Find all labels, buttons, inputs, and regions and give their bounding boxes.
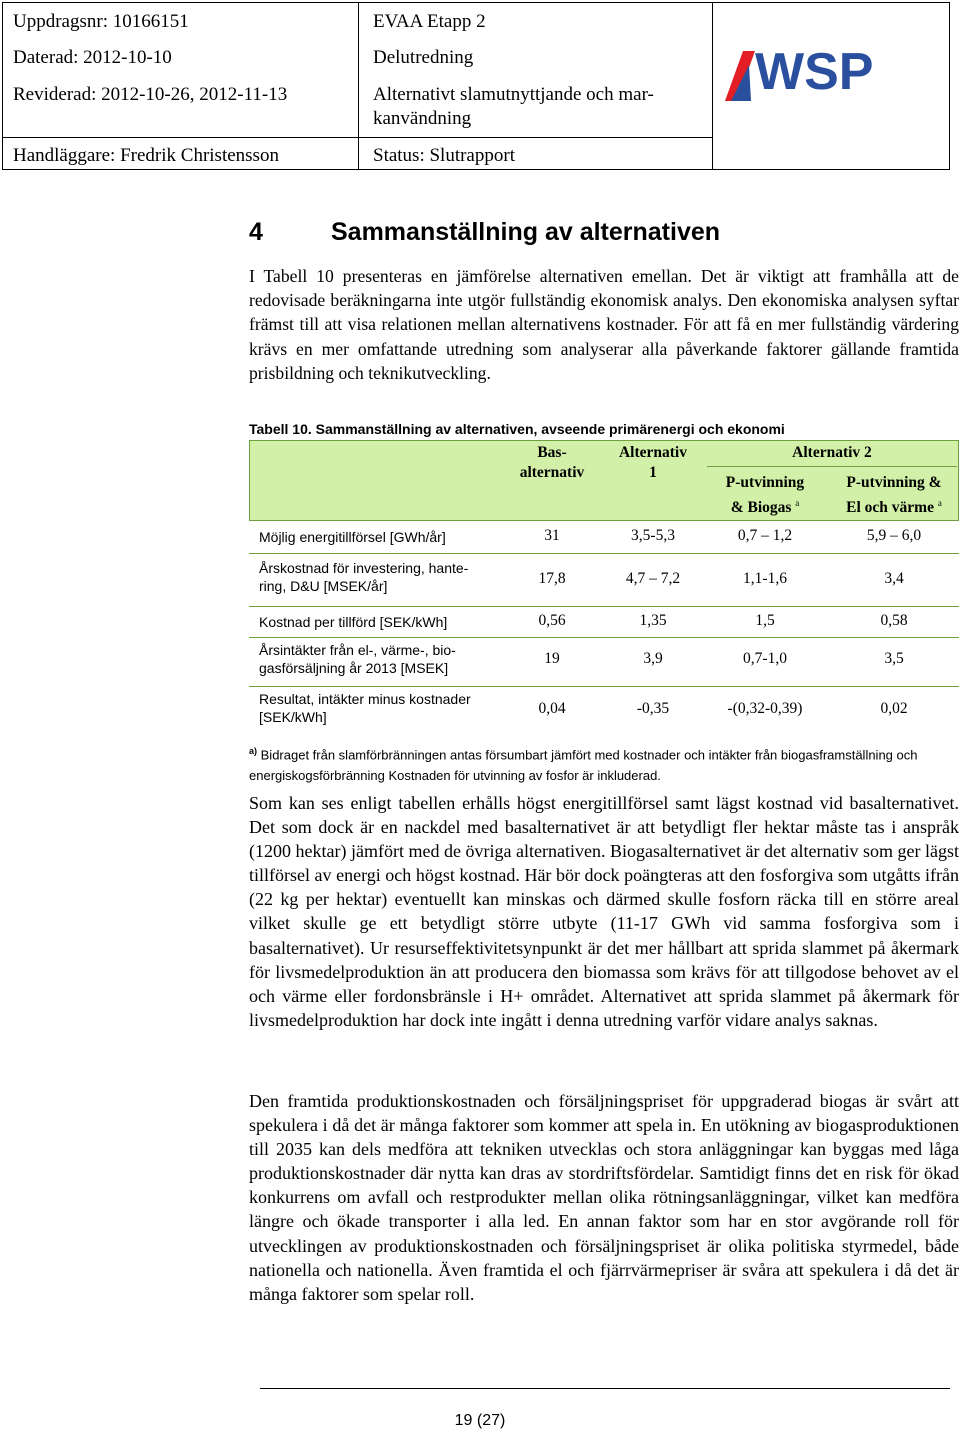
project-name: EVAA Etapp 2 [373, 11, 486, 32]
header-meta-column [3, 3, 359, 169]
header-subdivider [707, 466, 957, 467]
table-caption: Tabell 10. Sammanställning av alternativen, avseende primärenergi och ekonomi [249, 421, 785, 437]
col-header-alternativ-1: Alternativ 1 [618, 444, 687, 481]
svg-text:WSP: WSP [755, 43, 874, 101]
assignment-number: Uppdragsnr: 10166151 [13, 11, 189, 32]
table-row: Årskostnad för investering, hante- ring, D&U [MSEK/år] 17,8 4,7 – 7,2 1,1-1,6 3,4 [249, 554, 959, 607]
col-header-alternativ-2: Alternativ 2 [792, 444, 872, 461]
header-logo-column [713, 3, 951, 169]
header-project-column [359, 3, 713, 169]
date-revised: Reviderad: 2012-10-26, 2012-11-13 [13, 84, 288, 105]
sub-report-label: Delutredning [373, 47, 474, 68]
section-heading [249, 218, 720, 247]
col-header-p-utvinning-biogas: P-utvinning & Biogas $^a$ [725, 474, 805, 517]
document-header [2, 2, 950, 170]
section-title: Sammanställning av alternativen [331, 218, 721, 246]
footer-rule [260, 1388, 950, 1389]
footnote-text: Bidraget från slamförbränningen antas försumbart jämfört med kostnader och intäkter från biogasframställning och energiskogsförbränning Kostnaden för utvinning av fosfor är inkluderad. [249, 747, 918, 784]
section-number: 4 [249, 218, 263, 246]
table-footnote [249, 741, 959, 786]
col-header-p-utvinning-el-varme: P-utvinning & El och värme $^a$ [846, 474, 942, 517]
table-row: Årsintäkter från el-, värme-, bio- gasförsäljning år 2013 [MSEK] 19 3,9 0,7-1,0 3,5 [249, 638, 959, 687]
table-row: Möjlig energitillförsel [GWh/år] 31 3,5-5,3 0,7 – 1,2 5,9 – 6,0 [249, 521, 959, 554]
intro-paragraph: I Tabell 10 presenteras en jämförelse alternativen emellan. Det är viktigt att framhålla att de redovisade beräkningarna inte utgör fullständig ekonomisk analys. Den ekonomiska analysen syftar främst till att visa relationen mellan alternativens kostnader. För att få en mer fullständig värdering krävs en mer omfattande utredning som analyserar alla påverkande faktorer gällande framtida prisbildning och teknikutveckling. [249, 266, 959, 383]
report-status: Status: Slutrapport [373, 145, 515, 166]
case-officer: Handläggare: Fredrik Christensson [13, 145, 279, 166]
wsp-logo [721, 43, 921, 113]
analysis-paragraph: Som kan ses enligt tabellen erhålls högst energitillförsel samt lägst kostnad vid basalternativet. Det som dock är en nackdel med basalternativet är att betydligt fler hektar måste tas i anspråk (1200 hektar) jämfört med de övriga alternativen. Biogasalternativet är det alternativ som ger lägst tillförsel av energi och högst kostnad. Här bör dock poängteras att den fosforgiva som utgåtts ifrån (22 kg per hektar) eventuellt kan minskas och därmed skulle fosforn räcka till en större areal vilket skulle ge ett betydligt större utbyte (11-17 GWh vid samma fosforgiva som i basalternativet). Ur resurseffektivitetsynpunkt är det mer hållbart att sprida slammet på åkermark för livsmedelproduktion än att producera den biomassa som krävs för att tillgodose behovet av el och värme eller fordonsbränsle i H+ området. Alternativet att sprida slammet på åkermark för livsmedelproduktion har dock inte ingått i denna utredning varför vidare analys saknas. [249, 793, 959, 1030]
footnote-marker: a) [249, 746, 258, 756]
col-header-basalternativ: Bas- alternativ [519, 444, 585, 481]
table-row: Resultat, intäkter minus kostnader [SEK/kWh] 0,04 -0,35 -(0,32-0,39) 0,02 [259, 691, 908, 725]
table-row: Kostnad per tillförd [SEK/kWh] 0,56 1,35 1,5 0,58 [249, 607, 959, 638]
page-number: 19 (27) [454, 1412, 506, 1429]
outlook-paragraph: Den framtida produktionskostnaden och försäljningspriset för uppgraderad biogas är svårt att spekulera i då det är många faktorer som kommer att spela in. En utökning av biogasproduktionen till 2035 kan dels medföra att tekniken utvecklas och stora anläggningar kan byggas med låga produktionskostnader där nytta kan dras av stordriftsfördelar. Samtidigt finns det en risk för ökad konkurrens om avfall och restprodukter mellan olika rötningsanläggningar, vilket kan medföra längre och ökade transporter i alla led. En annan faktor som har en stor avgörande roll för utvecklingen av produktionskostnaden och försäljningspriset är olika politiska styrmedel, både nationella och nationella. Även framtida el och fjärrvärmepriser är svåra att spekulera i då det är många faktorer som spelar roll. [249, 1091, 959, 1304]
header-divider [3, 137, 713, 138]
report-subtitle-line1: Alternativt slamutnyttjande och mar- [373, 84, 654, 105]
report-subtitle-line2: kanvändning [373, 108, 472, 129]
date-created: Daterad: 2012-10-10 [13, 47, 172, 68]
